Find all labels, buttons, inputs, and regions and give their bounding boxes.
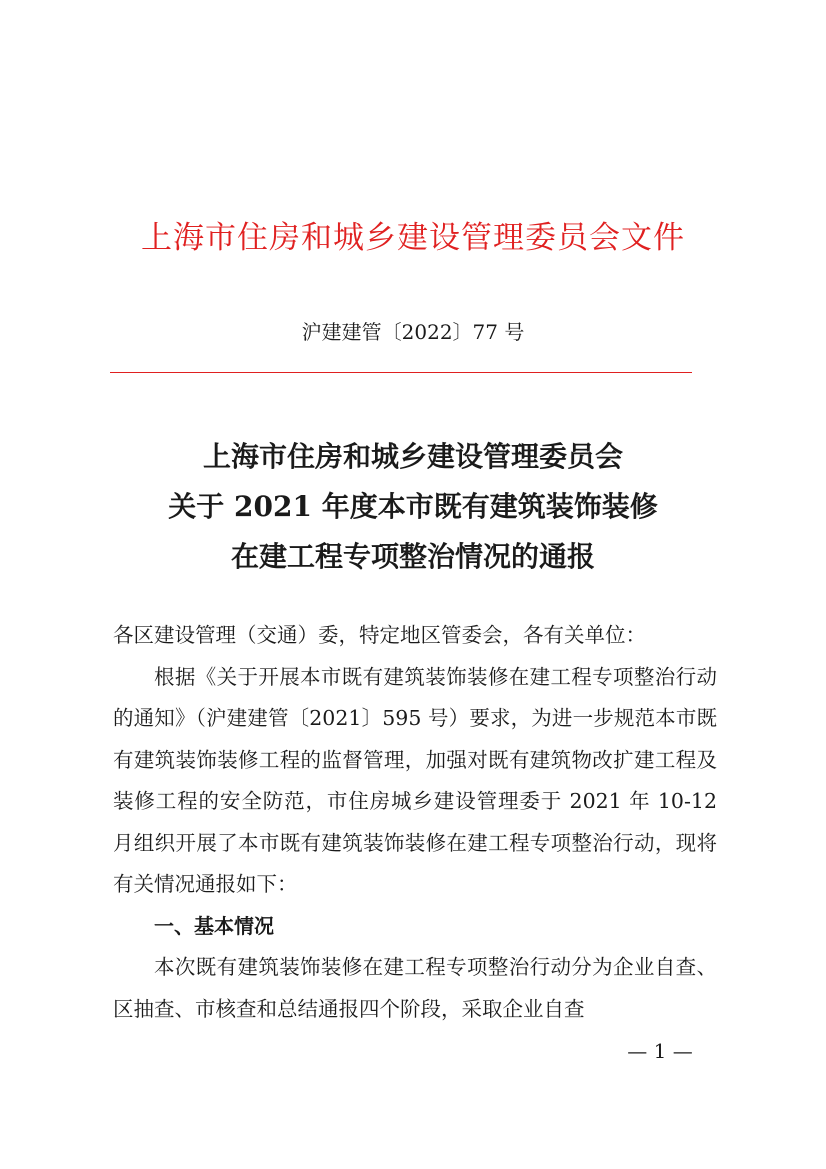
body-paragraph-1: 根据《关于开展本市既有建筑装饰装修在建工程专项整治行动的通知》（沪建建管〔2021〕595 号）要求，为进一步规范本市既有建筑装饰装修工程的监督管理，加强对既有建筑物改扩建工程及装修工程的安全防范，市住房城乡建设管理委于 2021 年 10-12 月组织开展了本市既有建筑装饰装修在建工程专项整治行动，现将有关情况通报如下：	[113, 664, 717, 896]
page-number: — 1 —	[627, 1039, 693, 1063]
document-number: 沪建建管〔2022〕77 号	[301, 320, 525, 344]
red-divider-line	[110, 372, 692, 373]
section-heading-basic-situation: 一、基本情况	[154, 913, 274, 938]
title-line-2: 关于 2021 年度本市既有建筑装饰装修	[168, 490, 658, 523]
document-title	[90, 432, 736, 582]
document-body	[113, 615, 717, 1030]
title-line-3: 在建工程专项整治情况的通报	[230, 540, 595, 573]
addressee-line: 各区建设管理（交通）委，特定地区管委会，各有关单位：	[113, 623, 646, 647]
body-paragraph-2: 本次既有建筑装饰装修在建工程专项整治行动分为企业自查、区抽查、市核查和总结通报四个阶段，采取企业自查	[113, 955, 717, 1021]
title-line-1: 上海市住房和城乡建设管理委员会	[202, 440, 623, 473]
issuer-header: 上海市住房和城乡建设管理委员会文件	[141, 220, 685, 256]
